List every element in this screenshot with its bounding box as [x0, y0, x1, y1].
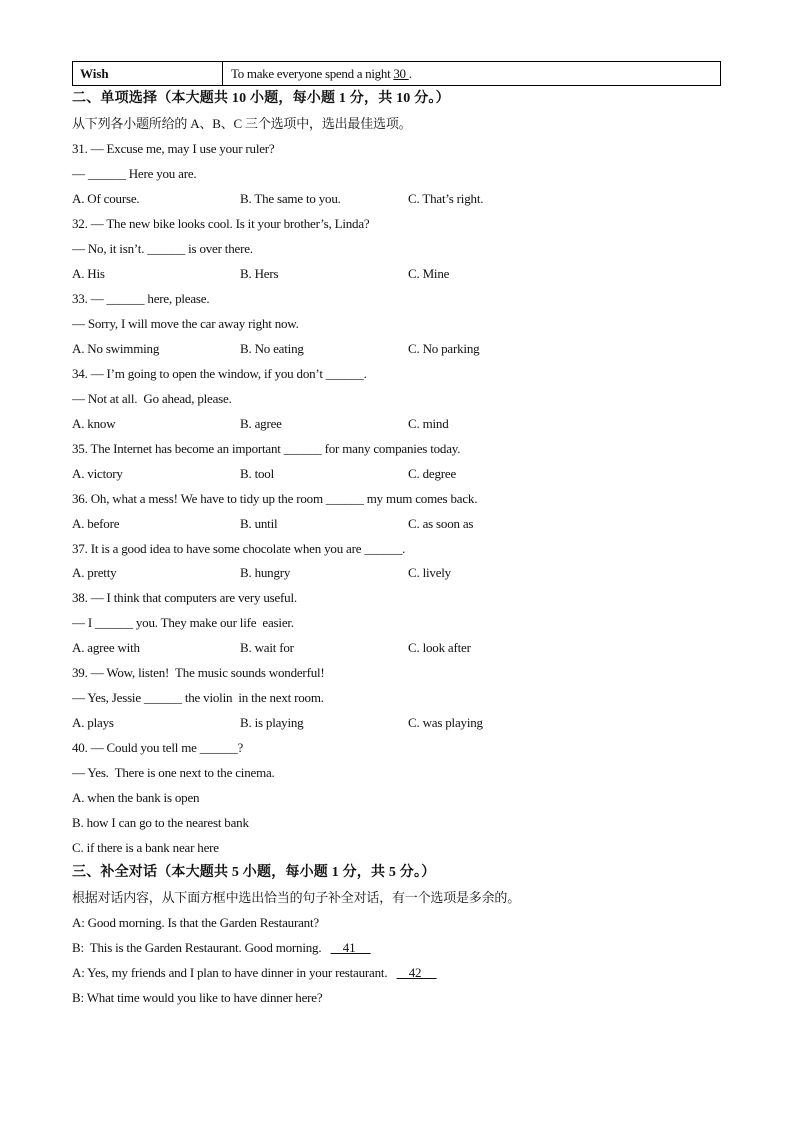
section3-heading: 三、补全对话（本大题共 5 小题，每小题 1 分，共 5 分。） — [72, 865, 436, 880]
blank-42: 42 — [396, 965, 437, 980]
question-32-reply: — No, it isn’t. ______ is over there. — [72, 241, 253, 256]
blank-41: 41 — [330, 940, 371, 955]
question-36: 36. Oh, what a mess! We have to tidy up the room ______ my mum comes back. — [72, 491, 478, 506]
option-39-a: A. plays — [72, 715, 114, 730]
question-33: 33. — ______ here, please. — [72, 291, 210, 306]
option-38-b: B. wait for — [240, 640, 294, 655]
option-40-b: B. how I can go to the nearest bank — [72, 815, 249, 830]
question-35: 35. The Internet has become an important ______ for many companies today. — [72, 441, 461, 456]
question-38: 38. — I think that computers are very useful. — [72, 590, 297, 605]
question-37: 37. It is a good idea to have some chocolate when you are ______. — [72, 541, 406, 556]
dialog-line-2: B: This is the Garden Restaurant. Good morning. 41 — [72, 940, 371, 955]
option-33-c: C. No parking — [408, 341, 480, 356]
dialog-line-3: A: Yes, my friends and I plan to have dinner in your restaurant. 42 — [72, 965, 437, 980]
option-40-a: A. when the bank is open — [72, 790, 200, 805]
table-label-cell: Wish — [73, 62, 223, 85]
section2-heading: 二、单项选择（本大题共 10 小题，每小题 1 分，共 10 分。） — [72, 91, 450, 106]
question-33-reply: — Sorry, I will move the car away right now. — [72, 316, 299, 331]
section3-instruction: 根据对话内容，从下面方框中选出恰当的句子补全对话，有一个选项是多余的。 — [72, 890, 521, 905]
question-34: 34. — I’m going to open the window, if you don’t ______. — [72, 366, 367, 381]
question-39: 39. — Wow, listen! The music sounds wonderful! — [72, 665, 325, 680]
question-39-reply: — Yes, Jessie ______ the violin in the next room. — [72, 690, 324, 705]
blank-30: 30 — [393, 66, 409, 81]
option-37-c: C. lively — [408, 565, 451, 580]
option-31-c: C. That’s right. — [408, 191, 484, 206]
option-39-b: B. is playing — [240, 715, 304, 730]
option-34-c: C. mind — [408, 416, 449, 431]
option-35-b: B. tool — [240, 466, 274, 481]
question-31: 31. — Excuse me, may I use your ruler? — [72, 141, 275, 156]
option-34-b: B. agree — [240, 416, 282, 431]
dialog-line-4: B: What time would you like to have dinner here? — [72, 990, 323, 1005]
option-37-b: B. hungry — [240, 565, 291, 580]
option-36-a: A. before — [72, 516, 120, 531]
option-33-b: B. No eating — [240, 341, 304, 356]
option-32-a: A. His — [72, 266, 105, 281]
option-35-a: A. victory — [72, 466, 123, 481]
question-32: 32. — The new bike looks cool. Is it your brother’s, Linda? — [72, 216, 370, 231]
option-36-b: B. until — [240, 516, 278, 531]
table-text-cell: To make everyone spend a night 30 . — [231, 66, 412, 81]
question-38-reply: — I ______ you. They make our life easier. — [72, 615, 294, 630]
section2-instruction: 从下列各小题所给的 A、B、C 三个选项中，选出最佳选项。 — [72, 116, 412, 131]
option-34-a: A. know — [72, 416, 116, 431]
option-32-c: C. Mine — [408, 266, 450, 281]
question-31-reply: — ______ Here you are. — [72, 166, 197, 181]
option-31-a: A. Of course. — [72, 191, 140, 206]
option-38-a: A. agree with — [72, 640, 140, 655]
option-40-c: C. if there is a bank near here — [72, 840, 219, 855]
option-38-c: C. look after — [408, 640, 471, 655]
option-33-a: A. No swimming — [72, 341, 160, 356]
question-34-reply: — Not at all. Go ahead, please. — [72, 391, 232, 406]
option-36-c: C. as soon as — [408, 516, 474, 531]
question-40-reply: — Yes. There is one next to the cinema. — [72, 765, 275, 780]
option-37-a: A. pretty — [72, 565, 117, 580]
question-40: 40. — Could you tell me ______? — [72, 740, 244, 755]
dialog-line-1: A: Good morning. Is that the Garden Restaurant? — [72, 915, 319, 930]
option-35-c: C. degree — [408, 466, 457, 481]
option-39-c: C. was playing — [408, 715, 483, 730]
option-31-b: B. The same to you. — [240, 191, 341, 206]
answer-table-row — [72, 61, 721, 86]
option-32-b: B. Hers — [240, 266, 279, 281]
